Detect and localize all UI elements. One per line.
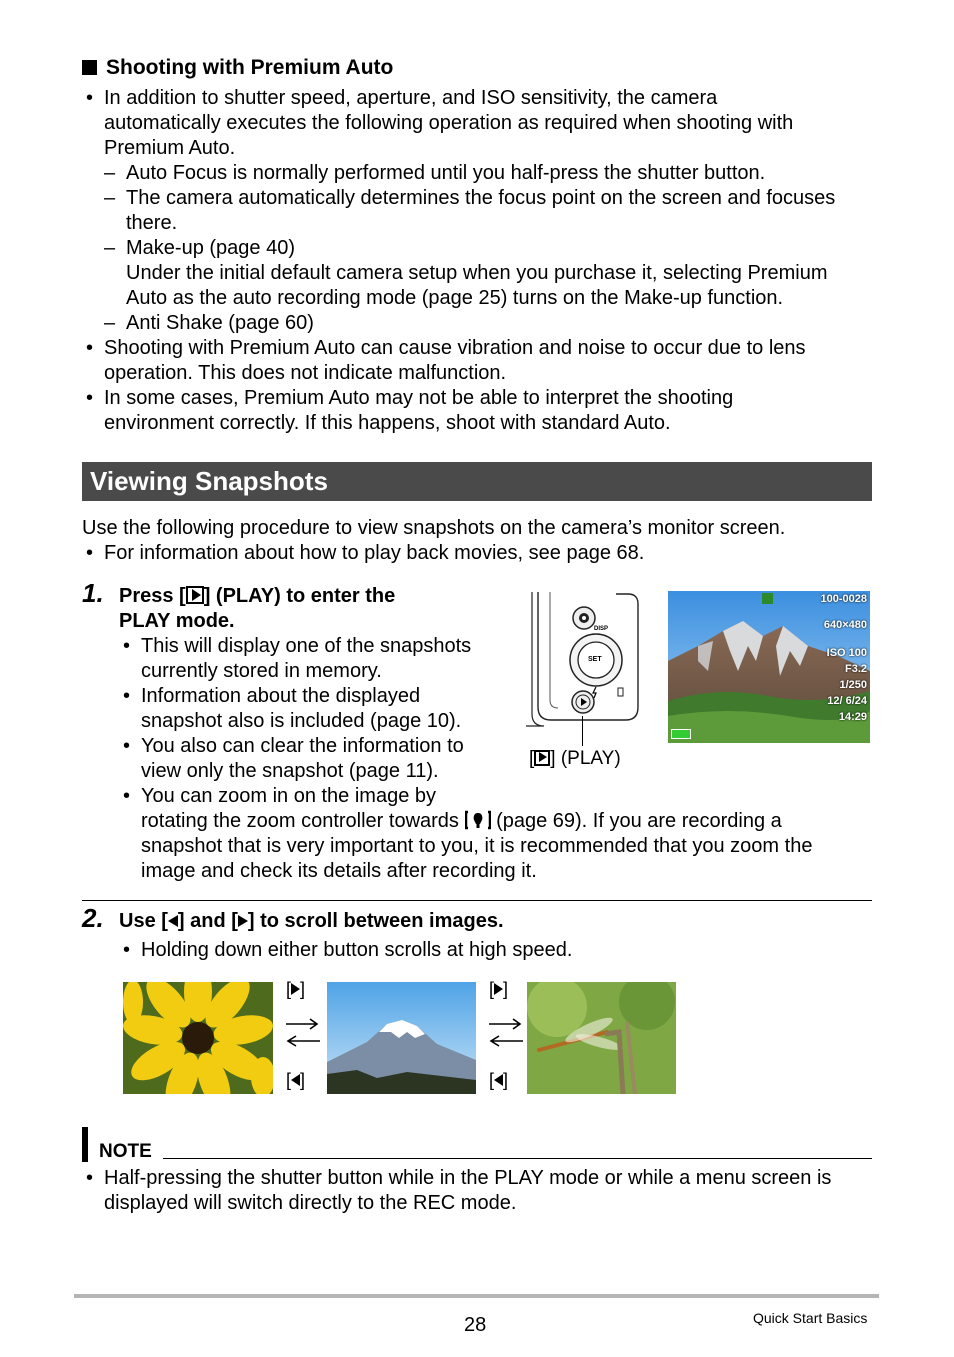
step-number: 1.	[82, 578, 104, 608]
note-label: NOTE	[99, 1141, 152, 1162]
footer-section: Quick Start Basics	[753, 1310, 868, 1326]
sunflower-photo	[123, 982, 273, 1094]
zoom-telephoto-icon	[465, 810, 491, 830]
playback-screen-image	[668, 591, 870, 743]
footer-rule	[74, 1294, 879, 1298]
dragonfly-photo	[527, 982, 676, 1094]
lcd-overlay-right: 100-0028 640×480 ISO 100 F3.2 1/250 12/ 6/24 14:29	[820, 593, 867, 723]
play-button-icon	[186, 586, 204, 604]
mountain-fuji-photo	[327, 982, 476, 1094]
divider	[82, 900, 872, 901]
battery-icon	[671, 729, 691, 739]
note-bar-marker	[82, 1127, 88, 1162]
section-title-bar	[82, 462, 872, 501]
scroll-arrows-1: [ ] [ ]	[286, 977, 322, 1097]
step-heading: Press [ ] (PLAY) to enter the PLAY mode.	[119, 585, 396, 632]
bullet-text: In addition to shutter speed, aperture, and ISO sensitivity, the camera automatically executes the following operation as required when shooting with Premium Auto.	[104, 87, 794, 159]
note-rule	[163, 1158, 872, 1159]
disp-label: DISP	[594, 626, 609, 632]
play-mode-icon	[762, 593, 773, 604]
play-caption: [ ] (PLAY)	[529, 748, 621, 769]
camera-back-illustration	[526, 592, 641, 729]
section-heading-premium-auto: Shooting with Premium Auto	[82, 55, 393, 81]
left-arrow-icon	[168, 915, 178, 927]
page-number: 28	[464, 1314, 487, 1336]
square-bullet-icon	[82, 60, 97, 75]
right-arrow-icon	[238, 915, 248, 927]
scroll-arrows-2: [ ] [ ]	[489, 977, 525, 1097]
set-label: SET	[588, 656, 602, 663]
step-number: 2.	[82, 903, 104, 933]
step-heading: Use [ ] and [ ] to scroll between images.	[119, 910, 504, 932]
callout-line	[582, 716, 583, 746]
section-title: Viewing Snapshots	[90, 466, 328, 496]
play-button-icon	[534, 750, 550, 766]
intro-text: Use the following procedure to view snapshots on the camera’s monitor screen.	[82, 517, 786, 539]
